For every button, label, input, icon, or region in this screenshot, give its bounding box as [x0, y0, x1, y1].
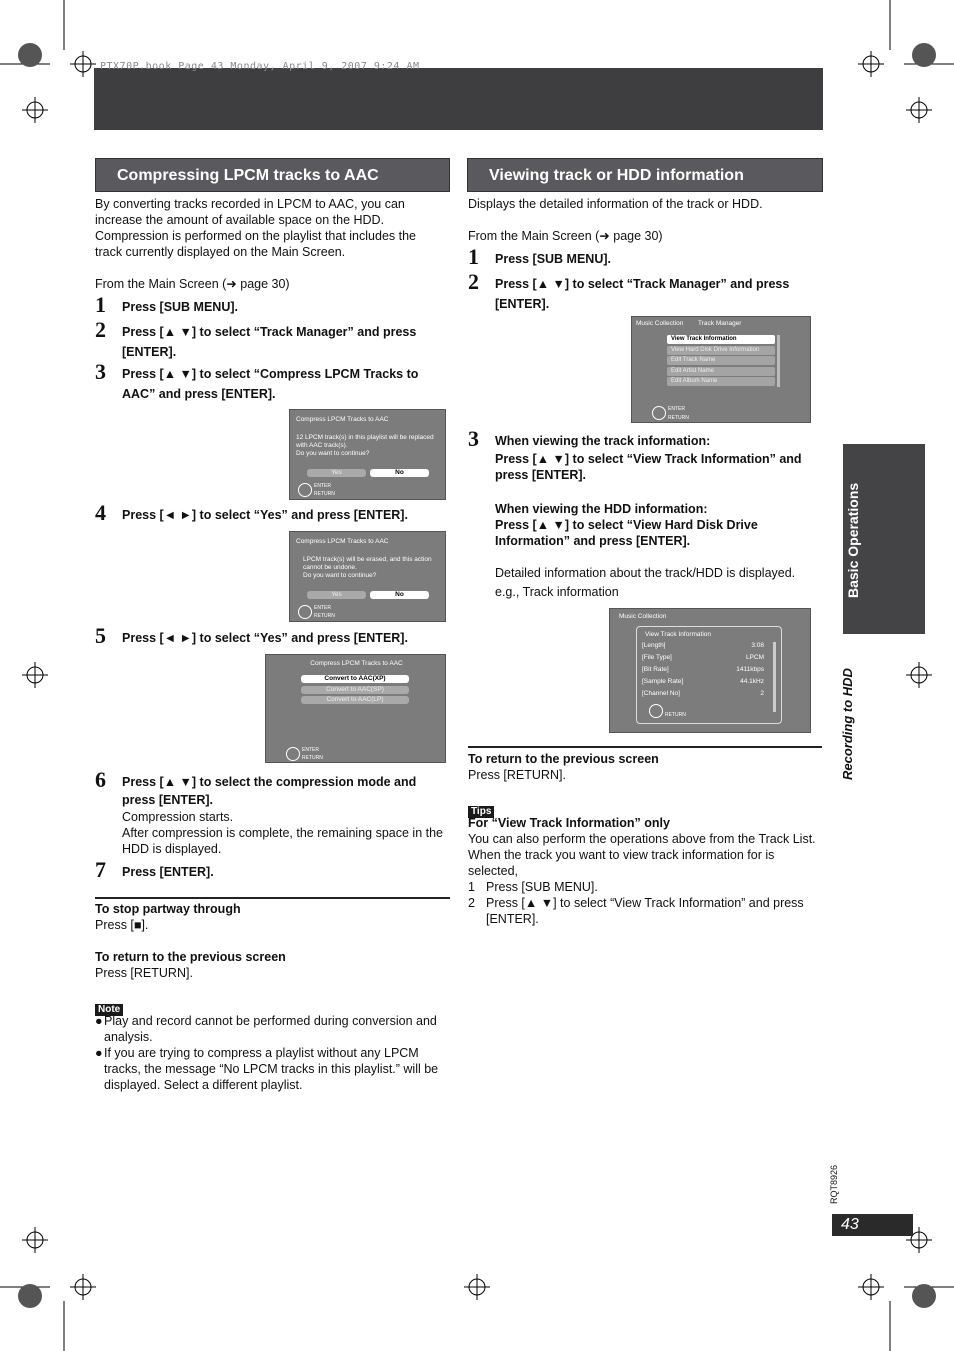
step-line: Press [▲ ▼] to select the compression mode and — [122, 775, 417, 789]
from-main-screen: From the Main Screen (➜ page 30) — [468, 229, 663, 243]
return-title: To return to the previous screen — [95, 950, 286, 964]
detail-text: Detailed information about the track/HDD is displayed. — [495, 566, 796, 580]
step-number: 7 — [95, 857, 106, 882]
intro-line: track currently displayed on the Main Screen. — [95, 245, 346, 259]
intro-line: increase the amount of available space on the HDD. — [95, 213, 385, 227]
tips-step-text: Press [▲ ▼] to select “View Track Information” and press — [486, 896, 804, 910]
tips-step-num: 1 — [468, 880, 475, 894]
note-line: Compression starts. — [122, 810, 234, 824]
step-number: 2 — [95, 317, 106, 342]
confirm-screen-1 — [289, 409, 446, 500]
bullet-icon: ● — [95, 1046, 103, 1060]
step-number: 2 — [468, 269, 479, 294]
enter-hint: ENTER — [302, 747, 319, 753]
info-value: 44.1kHz — [740, 678, 764, 685]
info-row — [642, 678, 764, 690]
menu-edit-artist-name[interactable]: Edit Artist Name — [667, 367, 775, 376]
no-button[interactable]: No — [370, 591, 429, 599]
return-title: To return to the previous screen — [468, 752, 659, 766]
tips-step — [468, 895, 828, 911]
remote-dial-icon — [298, 605, 312, 619]
step-text — [122, 364, 418, 404]
tips-step-num: 2 — [468, 896, 475, 910]
side-tab-label: Basic Operations — [845, 482, 861, 598]
step-number: 1 — [95, 292, 106, 317]
remote-dial-icon — [652, 406, 666, 420]
step-line: [ENTER]. — [122, 345, 177, 359]
step-line: press [ENTER]. — [122, 793, 213, 807]
viewing-intro: Displays the detailed information of the track or HDD. — [468, 197, 763, 211]
divider — [95, 897, 450, 899]
message-line: 12 LPCM track(s) in this playlist will be replaced — [296, 434, 434, 441]
from-main-screen: From the Main Screen (➜ page 30) — [95, 277, 290, 291]
track-info-box — [636, 626, 782, 724]
return-hint: RETURN — [665, 712, 686, 718]
menu-scrollbar[interactable] — [777, 335, 780, 387]
track-manager-screen — [631, 316, 811, 423]
screen-title: Compress LPCM Tracks to AAC — [296, 538, 389, 545]
section-heading-viewing: Viewing track or HDD information — [467, 158, 823, 192]
option-aac-xp[interactable]: Convert to AAC(XP) — [301, 675, 409, 683]
step-line: Press [▲ ▼] to select “Compress LPCM Tracks to — [122, 367, 419, 381]
tips-step — [468, 879, 828, 895]
enter-hint: ENTER — [668, 406, 685, 412]
info-key: [Channel No] — [642, 690, 680, 697]
note-item — [95, 1013, 455, 1045]
breadcrumb-music-collection: Music Collection — [636, 320, 684, 327]
info-value: 1411kbps — [736, 666, 764, 673]
step-text: Press [SUB MENU]. — [495, 252, 611, 266]
info-value: 2 — [760, 690, 764, 697]
remote-dial-icon — [298, 483, 312, 497]
menu-view-track-info[interactable]: View Track Information — [667, 335, 775, 344]
tips-badge: Tips — [468, 806, 494, 818]
return-hint: RETURN — [302, 755, 323, 761]
return-hint: RETURN — [314, 491, 335, 497]
note-item — [95, 1045, 455, 1093]
no-button[interactable]: No — [370, 469, 429, 477]
example-caption: e.g., Track information — [495, 585, 619, 599]
info-value: LPCM — [745, 654, 764, 661]
note-line: Play and record cannot be performed during conversion and — [104, 1014, 437, 1028]
info-row — [642, 642, 764, 654]
menu-edit-track-name[interactable]: Edit Track Name — [667, 356, 775, 365]
info-scrollbar[interactable] — [773, 642, 776, 712]
yes-button[interactable]: Yes — [307, 469, 366, 477]
info-row — [642, 666, 764, 678]
message-line: Do you want to continue? — [303, 572, 377, 579]
step3-heading-track: When viewing the track information: — [495, 434, 711, 448]
track-info-screen — [609, 608, 811, 733]
info-row — [642, 690, 764, 702]
page-number: 43 — [832, 1214, 913, 1236]
info-key: [Length] — [642, 642, 666, 649]
info-value: 3:08 — [751, 642, 764, 649]
tips-line: You can also perform the operations above from the Track List. — [468, 832, 816, 846]
note-line: After compression is complete, the remaining space in the — [122, 826, 443, 840]
step-number: 3 — [468, 426, 479, 451]
message-line: with AAC track(s). — [296, 442, 348, 449]
screen-title: Compress LPCM Tracks to AAC — [296, 416, 389, 423]
intro-line: Compression is performed on the playlist that includes the — [95, 229, 416, 243]
step-number: 4 — [95, 500, 106, 525]
document-code: RQT8926 — [829, 1164, 839, 1204]
step-number: 1 — [468, 244, 479, 269]
screen-message — [296, 434, 434, 458]
step-line: Information” and press [ENTER]. — [495, 534, 691, 548]
step-line: Press [▲ ▼] to select “Track Manager” and press — [495, 277, 790, 291]
info-key: [Bit Rate] — [642, 666, 669, 673]
enter-hint: ENTER — [314, 605, 331, 611]
note-badge: Note — [95, 1004, 123, 1016]
step-line: [ENTER]. — [495, 297, 550, 311]
note-line: analysis. — [104, 1030, 153, 1044]
tips-line: selected, — [468, 864, 519, 878]
screen-title: Music Collection — [619, 613, 667, 620]
return-hint: RETURN — [668, 415, 689, 421]
breadcrumb-track-manager: Track Manager — [698, 320, 742, 327]
step-text: Press [SUB MENU]. — [122, 300, 238, 314]
compression-mode-screen — [265, 654, 446, 763]
screen-title: Compress LPCM Tracks to AAC — [310, 660, 403, 667]
message-line: LPCM track(s) will be erased, and this action — [303, 556, 432, 563]
step-number: 5 — [95, 623, 106, 648]
note-line: If you are trying to compress a playlist without any LPCM — [104, 1046, 419, 1060]
note-line: HDD is displayed. — [122, 842, 222, 856]
tips-line: When the track you want to view track information for is — [468, 848, 775, 862]
step-text — [122, 322, 416, 362]
stop-text: Press [■]. — [95, 918, 149, 932]
option-aac-sp[interactable]: Convert to AAC(SP) — [301, 686, 409, 694]
file-tag: PTX70P.book Page 43 Monday, April 9, 2007 9:24 AM — [100, 61, 420, 72]
step-number: 6 — [95, 767, 106, 792]
tips-line: [ENTER]. — [486, 912, 539, 926]
notes-list — [95, 1013, 455, 1093]
side-section-label: Recording to HDD — [840, 668, 855, 780]
box-title: View Track Information — [645, 631, 711, 638]
stop-title: To stop partway through — [95, 902, 241, 916]
return-text: Press [RETURN]. — [95, 966, 193, 980]
step-text: Press [◄ ►] to select “Yes” and press [ENTER]. — [122, 508, 408, 522]
tips-text — [468, 831, 828, 927]
intro-line: By converting tracks recorded in LPCM to AAC, you can — [95, 197, 405, 211]
header-band — [94, 68, 823, 130]
bullet-icon: ● — [95, 1014, 103, 1028]
step3-heading-hdd: When viewing the HDD information: — [495, 502, 708, 516]
step6-notes — [122, 809, 443, 857]
step-text — [495, 274, 789, 314]
confirm-screen-2 — [289, 531, 446, 622]
step-number: 3 — [95, 359, 106, 384]
info-key: [Sample Rate] — [642, 678, 684, 685]
divider — [468, 746, 822, 748]
step-line: Press [▲ ▼] to select “View Track Information” and — [495, 452, 802, 466]
enter-hint: ENTER — [314, 483, 331, 489]
menu-view-hdd-info[interactable]: View Hard Disk Drive Information — [667, 346, 775, 355]
step-line: Press [▲ ▼] to select “Track Manager” and press — [122, 325, 417, 339]
step3-hdd-instruction — [495, 517, 758, 549]
message-line: Do you want to continue? — [296, 450, 370, 457]
note-line: tracks, the message “No LPCM tracks in this playlist.” will be — [104, 1062, 439, 1076]
info-rows — [642, 642, 764, 702]
step3-track-instruction — [495, 451, 802, 483]
return-text: Press [RETURN]. — [468, 768, 566, 782]
step-text: Press [ENTER]. — [122, 865, 214, 879]
step-text — [122, 772, 416, 809]
screen-message — [303, 556, 432, 580]
track-manager-menu — [667, 335, 779, 389]
tips-step-text: Press [SUB MENU]. — [486, 880, 598, 894]
remote-dial-icon — [649, 704, 663, 718]
message-line: cannot be undone. — [303, 564, 357, 571]
step-text: Press [◄ ►] to select “Yes” and press [ENTER]. — [122, 631, 408, 645]
yes-button[interactable]: Yes — [307, 591, 366, 599]
section-heading-compress: Compressing LPCM tracks to AAC — [95, 158, 450, 192]
compress-intro — [95, 196, 455, 260]
info-row — [642, 654, 764, 666]
tips-title: For “View Track Information” only — [468, 816, 670, 830]
option-aac-lp[interactable]: Convert to AAC(LP) — [301, 696, 409, 704]
note-line: displayed. Select a different playlist. — [104, 1078, 303, 1092]
step-line: press [ENTER]. — [495, 468, 586, 482]
step-line: AAC” and press [ENTER]. — [122, 387, 276, 401]
info-key: [File Type] — [642, 654, 672, 661]
remote-dial-icon — [286, 747, 300, 761]
return-hint: RETURN — [314, 613, 335, 619]
step-line: Press [▲ ▼] to select “View Hard Disk Drive — [495, 518, 758, 532]
menu-edit-album-name[interactable]: Edit Album Name — [667, 377, 775, 386]
